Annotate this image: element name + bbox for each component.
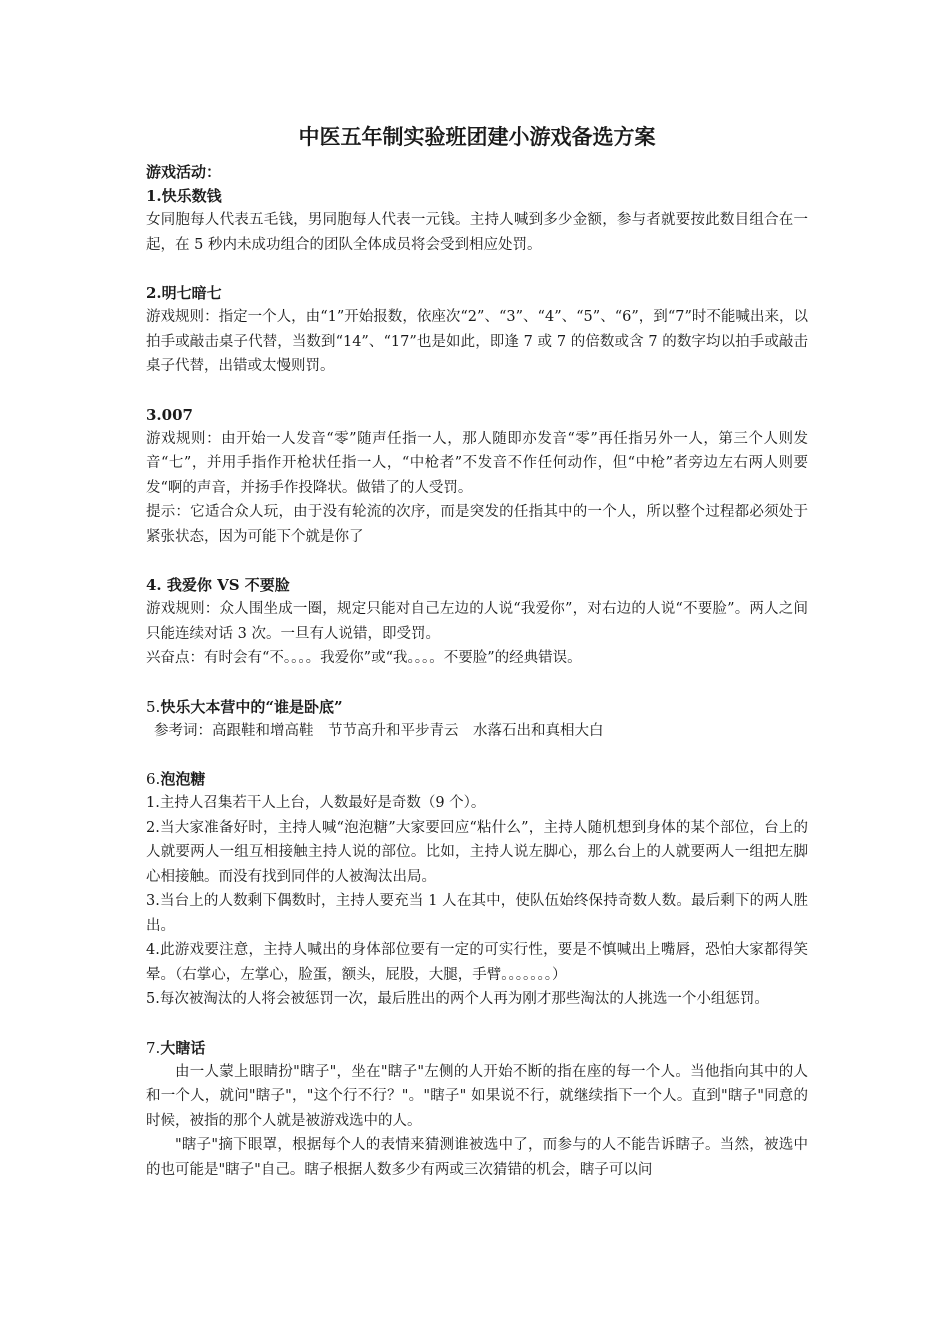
game-7-paragraph-2: "瞎子"摘下眼罩，根据每个人的表情来猜测谁被选中了，而参与的人不能告诉瞎子。当然，被选中的也可能是"瞎子"自己。瞎子根据人数多少有两或三次猜错的机会，瞎子可以问 [146, 1137, 808, 1178]
game-3-section [146, 403, 808, 550]
game-6-item-3: 3.当台上的人数剩下偶数时，主持人要充当 1 人在其中，使队伍始终保持奇数人数。最后剩下的两人胜出。 [146, 893, 808, 934]
game-6-item-1: 1.主持人召集若干人上台，人数最好是奇数（9 个）。 [146, 795, 486, 811]
game-1-text: 女同胞每人代表五毛钱，男同胞每人代表一元钱。主持人喊到多少金额，参与者就要按此数目组合在一起，在 5 秒内未成功组合的团队全体成员将会受到相应处罚。 [146, 212, 808, 253]
document-title: 中医五年制实验班团建小游戏备选方案 [298, 124, 656, 149]
game-2-section [146, 281, 808, 379]
game-5-number: 5. [146, 697, 161, 716]
game-6-number: 6. [146, 770, 161, 788]
game-3-heading: 3.007 [146, 405, 193, 424]
game-2-text: 游戏规则：指定一个人，由“1”开始报数，依座次“2”、“3”、“4”、“5”、“6”，到“7”时不能喊出来，以拍手或敲击桌子代替，当数到“14”、“17”也是如此，即逢 7 或 7 的倍数或含 7 的数字均以拍手或敲击桌子代替，出错或太慢则罚。 [146, 309, 808, 374]
game-4-heading: 4. 我爱你 VS 不要脸 [146, 576, 290, 594]
game-6-item-5: 5.每次被淘汰的人将会被惩罚一次，最后胜出的两个人再为刚才那些淘汰的人挑选一个小组惩罚。 [146, 991, 769, 1007]
game-7-title: 大瞎话 [160, 1038, 206, 1057]
game-1-section [146, 184, 808, 257]
game-4-rule: 游戏规则：众人围坐成一圈，规定只能对自己左边的人说“我爱你”，对右边的人说“不要脸”。两人之间只能连续对话 3 次。一旦有人说错，即受罚。 [146, 601, 808, 642]
game-5-title: 快乐大本营中的“谁是卧底” [160, 697, 343, 716]
game-2-heading: 2.明七暗七 [146, 284, 222, 302]
game-6-section [146, 767, 808, 1012]
game-4-section [146, 573, 808, 671]
game-7-paragraph-1: 由一人蒙上眼睛扮"瞎子"，坐在"瞎子"左侧的人开始不断的指在座的每一个人。当他指向其中的人和一个人，就问"瞎子"，"这个行不行？"。"瞎子" 如果说不行，就继续指下一个人。直到"瞎子"同意的时候，被指的那个人就是被游戏选中的人。 [146, 1063, 808, 1129]
game-7-heading [146, 1036, 808, 1060]
game-3-tip: 提示：它适合众人玩，由于没有轮流的次序，而是突发的任指其中的一个人，所以整个过程都必须处于紧张状态，因为可能下个就是你了 [146, 504, 808, 545]
game-6-title: 泡泡糖 [160, 770, 206, 788]
game-6-heading [146, 767, 808, 791]
game-1-heading: 1.快乐数钱 [146, 187, 222, 205]
intro-label: 游戏活动： [146, 163, 222, 181]
game-6-item-2: 2.当大家准备好时，主持人喊“泡泡糖”大家要回应“粘什么”，主持人随机想到身体的某个部位，台上的人就要两人一组互相接触主持人说的部位。比如，主持人说左脚心，那么台上的人就要两人一组把左脚心相接触。而没有找到同伴的人被淘汰出局。 [146, 819, 808, 885]
game-5-reference-words: 参考词：高跟鞋和增高鞋 节节高升和平步青云 水落石出和真相大白 [154, 722, 604, 739]
game-5-section [146, 695, 808, 744]
game-7-section [146, 1036, 808, 1183]
game-4-excite: 兴奋点：有时会有“不。。。。我爱你”或“我。。。。不要脸”的经典错误。 [146, 650, 582, 666]
game-3-rule: 游戏规则：由开始一人发音“零”随声任指一人，那人随即亦发音“零”再任指另外一人，第三个人则发 音“七”，并用手指作开枪状任指一人，“中枪者”不发音不作任何动作，但“中枪”者旁边左右两人则要发“啊的声音，并扬手作投降状。做错了的人受罚。 [146, 430, 808, 496]
game-7-number: 7. [146, 1038, 161, 1057]
game-6-item-4: 4.此游戏要注意，主持人喊出的身体部位要有一定的可实行性，要是不慎喊出上嘴唇，恐怕大家都得笑晕。（右掌心，左掌心，脸蛋，额头，屁股，大腿，手臂。。。。。。。） [146, 942, 808, 983]
game-5-heading [146, 695, 808, 719]
